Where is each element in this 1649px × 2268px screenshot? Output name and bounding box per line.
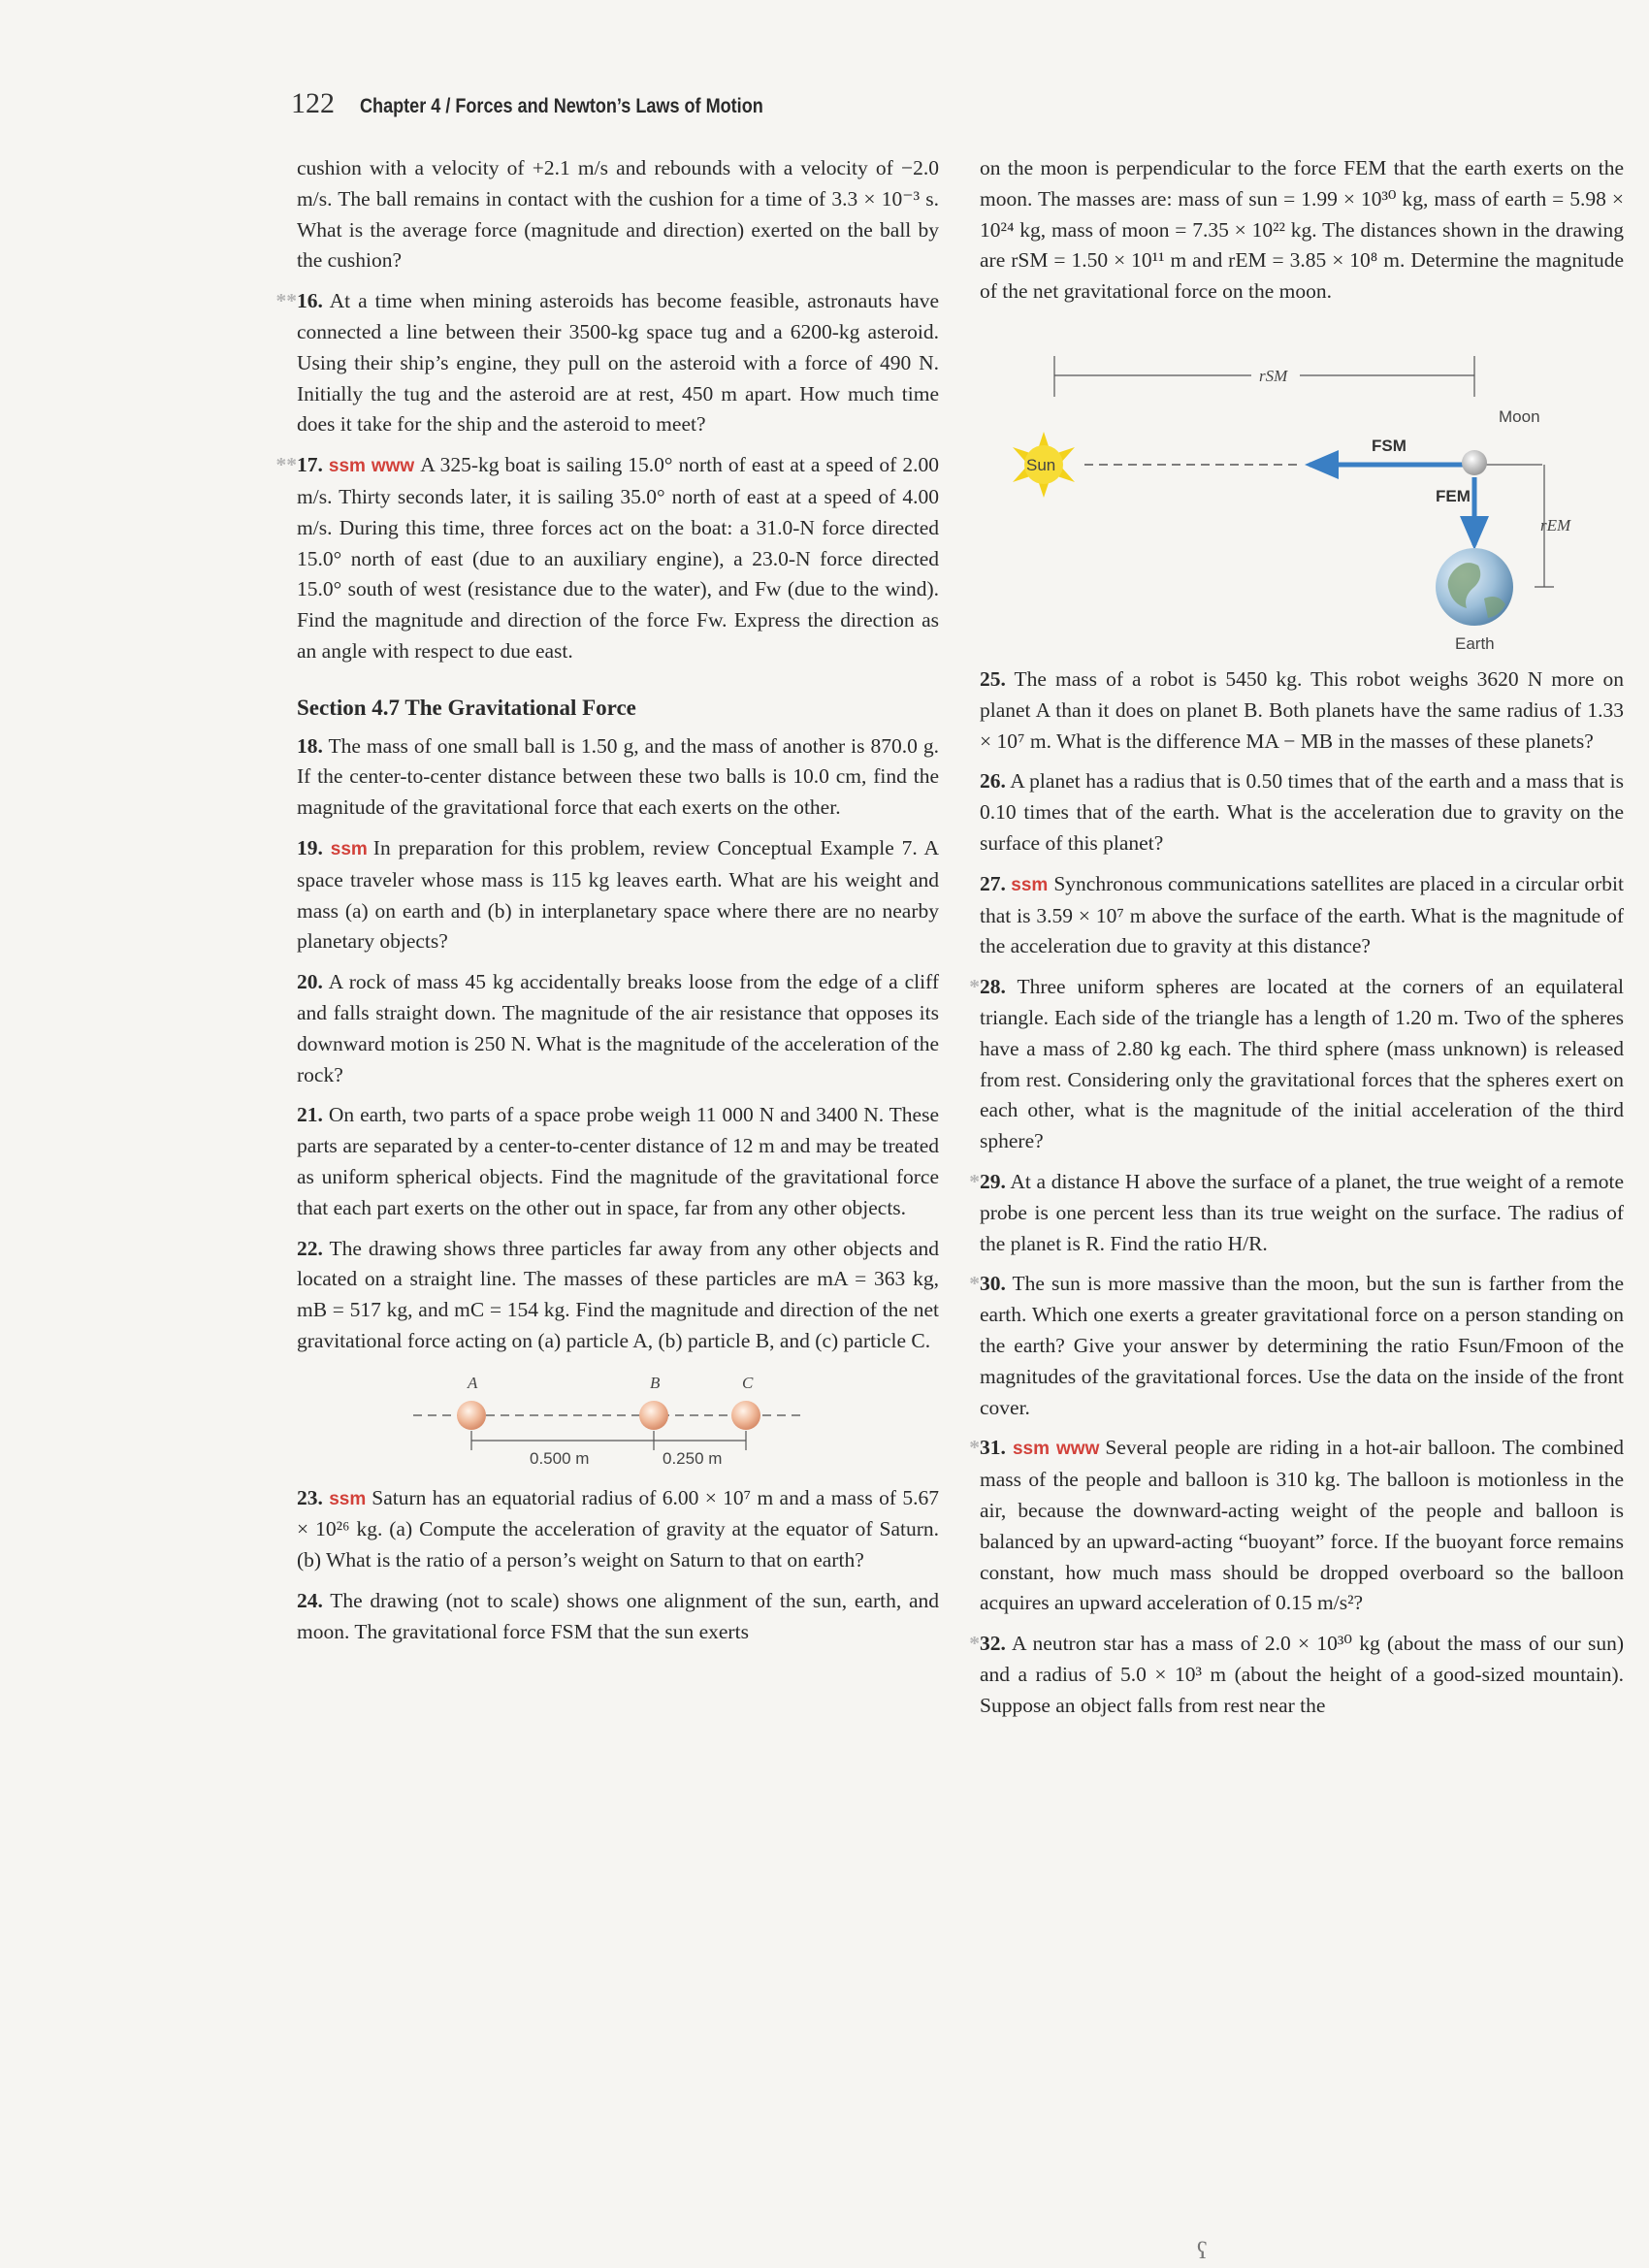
problem-number: 21. <box>297 1103 323 1127</box>
problem-number: 30. <box>980 1272 1006 1296</box>
earth-label: Earth <box>1455 633 1495 653</box>
problem-text: Several people are riding in a hot-air balloon. The combined mass of the people and balloon is 310 kg. The balloon is motionless in the air, because the downward-acting weight of the people and balloon is balanced by an upward-acting “buoyant” force. If the buoyant force remains constant, how much mass should be dropped overboard so the balloon acquires an upward acceleration of 0.15 m/s²? <box>980 1436 1624 1615</box>
problem-26 <box>980 766 1624 859</box>
problem-text: The sun is more massive than the moon, but the sun is farther from the earth. Which one exerts a greater gravitational force on a person standing on the earth? Give your answer by determining the ratio Fsun/Fmoon of the magnitudes of the gravitational forces. Use the data on the inside of the front cover. <box>980 1272 1624 1419</box>
problem-number: 27. <box>980 871 1006 895</box>
problem-28 <box>969 972 1624 1157</box>
label-c: C <box>742 1373 754 1392</box>
particle-b <box>639 1401 668 1430</box>
problem-31 <box>969 1433 1624 1619</box>
left-column <box>275 153 940 1658</box>
difficulty-stars: * <box>969 1436 980 1460</box>
problem-text: Synchronous communications satellites are placed in a circular orbit that is 3.59 × 10⁷ m above the surface of the earth. What is the magnitude of the acceleration due to gravity at this distance? <box>980 871 1625 958</box>
section-heading: Section 4.7 The Gravitational Force <box>297 695 636 720</box>
difficulty-stars: * <box>969 1632 980 1656</box>
problem-24-continuation: on the moon is perpendicular to the force FEM that the earth exerts on the moon. The masses are: mass of sun = 1.99 × 10³⁰ kg, mass of earth = 5.98 × 10²⁴ kg, mass of moon = 7.35 × 10²² kg. The distances shown in the drawing are rSM = 1.50 × 10¹¹ m and rEM = 3.85 × 10⁸ m. Determine the magnitude of the net gravitational force on the moon. <box>980 156 1624 304</box>
ssm-www-tag: ssm www <box>328 456 415 477</box>
difficulty-stars: ** <box>275 289 297 313</box>
difficulty-stars: * <box>969 975 980 999</box>
problem-number: 29. <box>980 1169 1006 1193</box>
problem-21 <box>297 1100 939 1223</box>
problem-text: At a time when mining asteroids has become feasible, astronauts have connected a line between their 3500-kg space tug and a 6200-kg asteroid. Using their ship’s engine, they pull on the asteroid with a force of 490 N. Initially the tug and the asteroid are at rest, 450 m apart. How much time does it take for the ship and the asteroid to meet? <box>297 289 939 437</box>
problem-18 <box>297 731 939 824</box>
problem-number: 24. <box>297 1589 323 1613</box>
problem-text: The drawing shows three particles far away from any other objects and located on a straight line. The masses of these particles are mA = 363 kg, mB = 517 kg, and mC = 154 kg. Find the magnitude and direction of the net gravitational force acting on (a) particle A, (b) particle B, and (c) particle C. <box>297 1236 939 1352</box>
ssm-tag: ssm <box>1011 874 1049 895</box>
problem-text: The drawing (not to scale) shows one alignment of the sun, earth, and moon. The gravitational force FSM that the sun exerts <box>297 1589 939 1643</box>
figure-sun-earth-moon <box>980 317 1624 657</box>
distance-bc-label: 0.250 m <box>663 1448 723 1468</box>
distance-ab-label: 0.500 m <box>530 1448 590 1468</box>
problem-text: Three uniform spheres are located at the corners of an equilateral triangle. Each side of the triangle has a length of 1.20 m. Two of the spheres have a mass of 2.80 kg each. The third sphere (mass unknown) is released from rest. Considering only the gravitational forces that the spheres exert on each other, what is the magnitude of the initial acceleration of the third sphere? <box>980 975 1624 1153</box>
page-number: 122 <box>291 87 335 119</box>
moon <box>1462 450 1487 475</box>
problem-number: 22. <box>297 1236 323 1260</box>
problem-32 <box>969 1629 1624 1721</box>
r-sm-label: rSM <box>1259 366 1288 385</box>
problem-text: In preparation for this problem, review Conceptual Example 7. A space traveler whose mass is 115 kg leaves earth. What are his weight and mass (a) on earth and (b) in interplanetary space where there are no nearby planetary objects? <box>297 835 939 954</box>
right-column <box>969 153 1625 1731</box>
r-em-label: rEM <box>1540 515 1571 535</box>
problem-29 <box>969 1167 1624 1259</box>
problem-22 <box>297 1234 939 1357</box>
problem-20 <box>297 967 939 1090</box>
problem-text: Saturn has an equatorial radius of 6.00 × 10⁷ m and a mass of 5.67 × 10²⁶ kg. (a) Compute the acceleration of gravity at the equator of Saturn. (b) What is the ratio of a person’s weight on Saturn to that on earth? <box>297 1485 940 1572</box>
difficulty-stars: * <box>969 1272 980 1296</box>
particle-a <box>457 1401 486 1430</box>
problem-text: A 325-kg boat is sailing 15.0° north of east at a speed of 2.00 m/s. Thirty seconds later, it is sailing 35.0° north of east at a speed of 4.00 m/s. During this time, three forces act on the boat: a 31.0-N force directed 15.0° north of east (due to an auxiliary engine), a 23.0-N force directed 15.0° south of west (resistance due to the water), and Fw (due to the wind). Find the magnitude and direction of the force Fw. Express the direction as an angle with respect to due east. <box>297 453 939 663</box>
problem-23 <box>297 1483 939 1576</box>
problem-16 <box>275 286 939 440</box>
problem-25 <box>980 664 1624 757</box>
problem-text: The mass of one small ball is 1.50 g, and the mass of another is 870.0 g. If the center-to-center distance between these two balls is 10.0 cm, find the magnitude of the gravitational force that each exerts on the other. <box>297 733 939 820</box>
problem-number: 23. <box>297 1485 323 1509</box>
problem-text: On earth, two parts of a space probe weigh 11 000 N and 3400 N. These parts are separated by a center-to-center distance of 12 m and may be treated as uniform spherical objects. Find the magnitude of the gravitational force that each part exerts on the other out in space, far from any other objects. <box>297 1103 939 1219</box>
difficulty-stars: * <box>969 1169 980 1193</box>
ssm-tag: ssm <box>330 838 368 859</box>
f-sm-label: FSM <box>1372 436 1406 455</box>
ssm-tag: ssm <box>329 1488 367 1509</box>
problem-text: At a distance H above the surface of a planet, the true weight of a remote probe is one percent less than its true weight on the surface. The radius of the planet is R. Find the ratio H/R. <box>980 1169 1624 1255</box>
problem-number: 25. <box>980 666 1006 691</box>
problem-15-continuation: cushion with a velocity of +2.1 m/s and rebounds with a velocity of −2.0 m/s. The ball remains in contact with the cushion for a time of 3.3 × 10⁻³ s. What is the average force (magnitude and direction) exerted on the ball by the cushion? <box>297 156 939 273</box>
problem-number: 26. <box>980 769 1006 794</box>
problem-number: 17. <box>297 453 323 477</box>
page-header <box>291 87 828 126</box>
difficulty-stars: ** <box>275 453 297 477</box>
f-em-label: FEM <box>1436 486 1471 505</box>
problem-text: A neutron star has a mass of 2.0 × 10³⁰ kg (about the mass of our sun) and a radius of 5.0 × 10³ m (about the height of a good-sized mountain). Suppose an object falls from rest near the <box>980 1632 1624 1717</box>
sun-label: Sun <box>1026 455 1056 474</box>
problem-number: 18. <box>297 733 323 758</box>
problem-number: 19. <box>297 835 323 859</box>
ssm-www-tag: ssm www <box>1012 1439 1100 1460</box>
stray-ink-mark: ʕ <box>1197 2239 1208 2264</box>
problem-27 <box>980 869 1624 962</box>
problem-30 <box>969 1269 1624 1423</box>
problem-24 <box>297 1586 939 1648</box>
problem-number: 28. <box>980 975 1006 999</box>
problem-text: A planet has a radius that is 0.50 times that of the earth and a mass that is 0.10 times that of the earth. What is the acceleration due to gravity on the surface of this planet? <box>980 769 1624 855</box>
figure-three-particles <box>297 1367 939 1472</box>
problem-number: 16. <box>297 289 323 313</box>
problem-number: 32. <box>980 1632 1006 1656</box>
problem-17 <box>275 450 939 667</box>
label-a: A <box>468 1373 478 1392</box>
particle-c <box>731 1401 760 1430</box>
problem-number: 20. <box>297 970 323 994</box>
problem-number: 31. <box>980 1436 1006 1460</box>
problem-text: The mass of a robot is 5450 kg. This robot weighs 3620 N more on planet A than it does on planet B. Both planets have the same radius of 1.33 × 10⁷ m. What is the difference MA − MB in the masses of these planets? <box>980 666 1624 753</box>
problem-text: A rock of mass 45 kg accidentally breaks loose from the edge of a cliff and falls straight down. The magnitude of the air resistance that opposes its downward motion is 250 N. What is the magnitude of the acceleration of the rock? <box>297 970 939 1086</box>
label-b: B <box>650 1373 661 1392</box>
problem-19 <box>297 833 939 957</box>
moon-label: Moon <box>1499 406 1540 426</box>
chapter-title: Chapter 4 / Forces and Newton’s Laws of Motion <box>360 95 763 117</box>
